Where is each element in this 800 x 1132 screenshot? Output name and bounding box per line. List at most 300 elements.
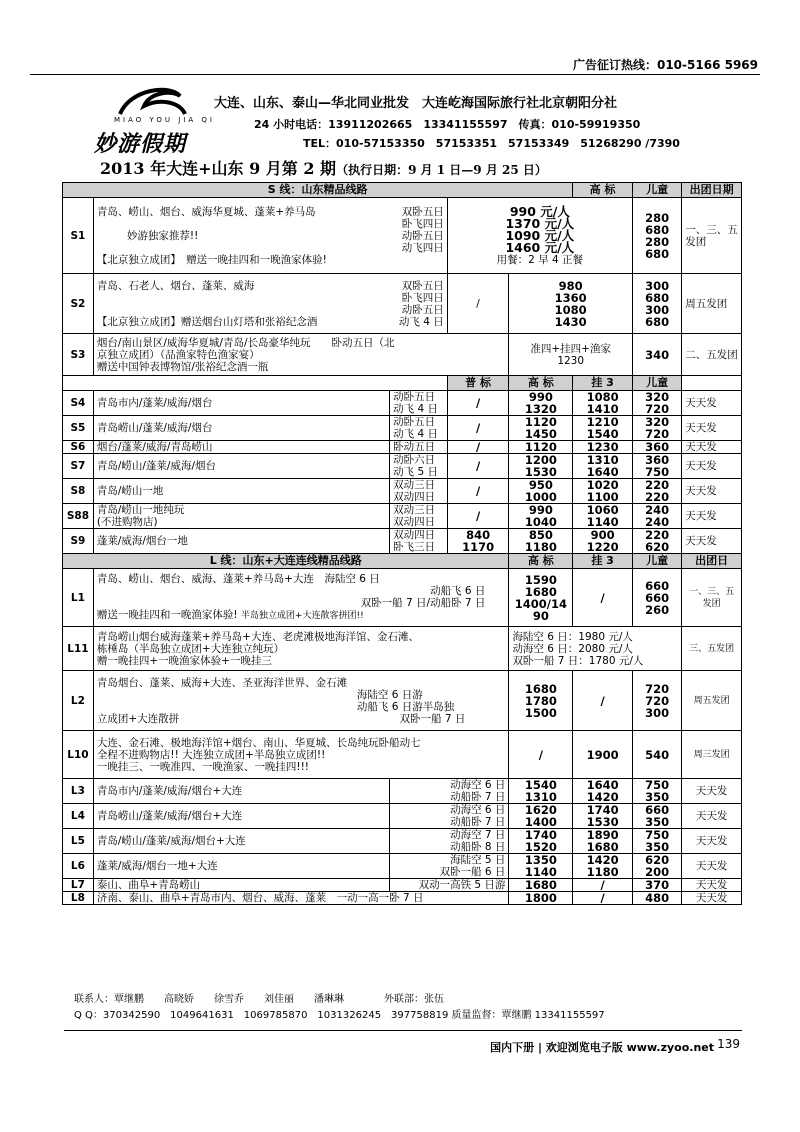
child-price <box>632 198 681 274</box>
depart-days: 天天发 <box>682 391 742 416</box>
transport-item: 动海空 6 日 <box>450 804 506 816</box>
route-text: 栋棰岛（半岛独立成团+大连独立纯玩） <box>96 642 285 655</box>
child-value: 620 <box>645 853 670 867</box>
route-row-l11 <box>63 627 742 671</box>
route-text: 烟台/南山景区/威海华夏城/青岛/长岛豪华纯玩 卧动五日（北 <box>96 336 395 349</box>
child-value: 260 <box>645 602 670 617</box>
child-value: 720 <box>645 693 670 708</box>
price: 1350 <box>524 853 557 867</box>
route-gift: 一晚挂三、一晚准四、一晚渔家、一晚挂四!!! <box>96 760 309 773</box>
child-value: 220 <box>645 490 670 504</box>
high-price: / <box>509 731 573 779</box>
price: 1180 <box>586 865 619 879</box>
high-price <box>509 391 573 416</box>
depart-days: 天天发 <box>682 829 742 854</box>
transport-item: 动卧五日 <box>393 391 436 403</box>
logo-subtitle: MIAO YOU JIA QI <box>114 116 215 124</box>
route-desc <box>93 198 447 274</box>
normal-price: / <box>447 391 509 416</box>
price: 1890 <box>586 828 619 842</box>
price: 1450 <box>524 427 557 441</box>
transport-item: 卧飞三日 <box>393 541 436 553</box>
price: 1370 元/人 <box>505 215 575 231</box>
route-desc <box>93 731 509 779</box>
route-gift: 赠送一晚挂四和一晚渔家体验! <box>96 609 238 621</box>
transport <box>390 529 448 554</box>
price: 1420 <box>586 853 619 867</box>
price: 1180 <box>524 540 557 554</box>
child-value: 300 <box>645 278 670 293</box>
route-text: 青岛烟台、蓬莱、威海+大连、圣亚海洋世界、金石滩 <box>96 676 348 689</box>
child-price <box>632 671 681 731</box>
route-id: L7 <box>63 879 94 892</box>
high-price <box>509 569 573 627</box>
footer-rule <box>64 1030 742 1031</box>
route-id: L8 <box>63 892 94 905</box>
ad-hotline: 广告征订热线：010-5166 5969 <box>572 58 758 72</box>
transport-item: 双动一高铁 5 日游 <box>418 879 506 891</box>
route-id: S7 <box>63 454 94 479</box>
route-id: L5 <box>63 829 94 854</box>
transport: 动船飞 6 日 <box>430 585 486 597</box>
col-gua3: 挂 3 <box>573 376 633 391</box>
price-cell <box>509 627 682 671</box>
price: 1460 元/人 <box>505 239 575 255</box>
gua3-price <box>573 416 633 441</box>
route-text <box>93 504 389 529</box>
child-value: 280 <box>645 234 670 249</box>
child-price <box>632 829 681 854</box>
col-high: 高 标 <box>509 554 573 569</box>
price-cell <box>509 334 632 376</box>
route-gift: 【北京独立成团】赠送烟台山灯塔和张裕纪念酒 <box>96 315 318 328</box>
price: 海陆空 6 日：1980 元/人 <box>512 630 633 643</box>
gua3-price: / <box>573 892 633 905</box>
route-id: L11 <box>63 627 94 671</box>
child-value: 240 <box>645 503 670 517</box>
price: 1680 <box>586 840 619 854</box>
transport-item: 双卧一船 6 日 <box>439 866 506 878</box>
child-value: 680 <box>645 290 670 305</box>
route-row-s6 <box>63 441 742 454</box>
phone-line: 24 小时电话：13911202665 13341155597 传真：010-59919350 <box>254 118 641 131</box>
route-text: 青岛/崂山/蓬莱/威海/烟台 <box>93 454 389 479</box>
child-value: 660 <box>645 803 670 817</box>
child-price <box>632 441 681 454</box>
s-sub-header <box>63 376 742 391</box>
price: 1420 <box>586 790 619 804</box>
depart-days: 天天发 <box>682 892 742 905</box>
normal-price: / <box>447 416 509 441</box>
price: 1540 <box>586 427 619 441</box>
transport-item: 动海空 7 日 <box>450 829 506 841</box>
transport-item: 双动四日 <box>393 529 436 541</box>
normal-price: / <box>447 441 509 454</box>
gua3-price: / <box>573 671 633 731</box>
price: 990 <box>528 503 553 517</box>
depart-days: 天天发 <box>682 441 742 454</box>
price: 1140 <box>524 865 557 879</box>
price: 850 <box>528 528 553 542</box>
issue-title <box>100 156 547 179</box>
transport-item: 海陆空 5 日 <box>450 854 506 866</box>
price-note: 准四+挂四+渔家 <box>530 342 611 355</box>
child-value: 660 <box>645 590 670 605</box>
child-value: 220 <box>645 528 670 542</box>
child-value: 660 <box>645 578 670 593</box>
route-text: 青岛市内/蓬莱/威海/烟台 <box>93 391 389 416</box>
price: 1430 <box>554 314 587 329</box>
route-gift: 赠一晚挂四+一晚渔家体验+一晚挂三 <box>96 654 272 667</box>
transport <box>390 879 509 892</box>
route-text: 蓬莱/威海/烟台一地+大连 <box>93 854 389 879</box>
price: 1500 <box>524 705 557 720</box>
transport-item: 动卧五日 <box>393 416 436 428</box>
footer-text: 国内下册 | 欢迎浏览电子版 www.zyoo.net <box>490 1041 714 1054</box>
col-normal: 普 标 <box>447 376 509 391</box>
child-value: 220 <box>645 478 670 492</box>
route-note: 半岛独立成团+大连散客拼团!! <box>240 611 364 621</box>
child-price: 340 <box>632 334 681 376</box>
col-high: 高 标 <box>509 376 573 391</box>
route-text: 京独立成团）（品渔家特色渔家宴） <box>96 348 260 361</box>
price: 双卧一船 7 日：1780 元/人 <box>512 654 644 667</box>
high-price <box>509 829 573 854</box>
transport-item: 动飞 5 日 <box>393 466 438 478</box>
route-id: L6 <box>63 854 94 879</box>
price: 1100 <box>586 490 619 504</box>
gua3-price <box>573 854 633 879</box>
child-price <box>632 529 681 554</box>
price: 1530 <box>524 465 557 479</box>
s-line-title: S 线：山东精品线路 <box>63 183 573 198</box>
transport: 双卧一船 7 日/动船卧 7 日 <box>360 597 486 609</box>
route-desc <box>93 569 509 627</box>
price: 1740 <box>524 828 557 842</box>
route-text: 青岛、崂山、烟台、威海华夏城、蓬莱+养马岛 <box>96 205 316 218</box>
price: 1080 <box>554 302 587 317</box>
col-date: 出团日 <box>682 554 742 569</box>
route-row-s88 <box>63 504 742 529</box>
price: 1310 <box>586 453 619 467</box>
transport-item: 双动四日 <box>393 491 436 503</box>
child-value: 350 <box>645 840 670 854</box>
contacts-qq: Q Q：370342590 1049641631 1069785870 1031326245 397758819 质量监督：覃继鹏 13341155597 <box>74 1010 605 1021</box>
route-id: L3 <box>63 779 94 804</box>
price: 1310 <box>524 790 557 804</box>
route-text: 青岛、崂山、烟台、威海、蓬莱+养马岛+大连 海陆空 6 日 <box>96 573 380 585</box>
route-row-l5 <box>63 829 742 854</box>
price: 1230 <box>557 354 585 367</box>
col-high: 高 标 <box>573 183 633 198</box>
transport-item: 动卧六日 <box>393 454 436 466</box>
route-id: L1 <box>63 569 94 627</box>
price: 1680 <box>524 584 557 599</box>
child-price <box>632 854 681 879</box>
route-desc <box>93 671 509 731</box>
transport-item: 动船卧 7 日 <box>450 791 506 803</box>
price: 1410 <box>586 402 619 416</box>
price: 980 <box>558 278 583 293</box>
transport <box>390 416 448 441</box>
route-row-s3 <box>63 334 742 376</box>
child-value: 360 <box>645 440 670 454</box>
price: 840 <box>466 528 491 542</box>
price: 990 <box>528 390 553 404</box>
route-row-l6 <box>63 854 742 879</box>
price: 90 <box>532 608 549 623</box>
col-child: 儿童 <box>632 183 681 198</box>
price: 1740 <box>586 803 619 817</box>
price: 1780 <box>524 693 557 708</box>
gua3-price <box>573 829 633 854</box>
child-price <box>632 416 681 441</box>
tagline: 大连、山东、泰山—华北同业批发 大连屹海国际旅行社北京朝阳分社 <box>214 96 618 111</box>
depart-days: 二、五发团 <box>682 334 742 376</box>
depart-days: 天天发 <box>682 416 742 441</box>
price-cell <box>509 274 632 334</box>
gua3-price <box>573 441 633 454</box>
child-price <box>632 391 681 416</box>
route-id: S4 <box>63 391 94 416</box>
route-gift: 赠送中国钟表博物馆/张裕纪念酒一瓶 <box>96 360 269 373</box>
high-price <box>509 804 573 829</box>
normal-price: / <box>447 504 509 529</box>
contacts-block <box>74 992 605 1024</box>
transport <box>390 504 448 529</box>
high-price: 1680 <box>509 879 573 892</box>
route-row-l2 <box>63 671 742 731</box>
high-price <box>509 854 573 879</box>
route-row-s9 <box>63 529 742 554</box>
route-desc <box>93 274 447 334</box>
issue-title-text: 2013 年大连+山东 9 月第 2 期 <box>100 159 337 178</box>
price: 1230 <box>586 440 619 454</box>
transport <box>390 479 448 504</box>
child-value: 200 <box>645 865 670 879</box>
col-gua3: 挂 3 <box>573 554 633 569</box>
gua3-price <box>573 804 633 829</box>
route-row-l3 <box>63 779 742 804</box>
transport: 动飞四日 <box>401 241 444 254</box>
child-value: 750 <box>645 778 670 792</box>
gua3-price <box>573 454 633 479</box>
child-value: 680 <box>645 246 670 261</box>
route-gift: 【北京独立成团】 赠送一晚挂四和一晚渔家体验! <box>96 253 327 266</box>
gua3-price: 1900 <box>573 731 633 779</box>
price-table <box>62 182 742 905</box>
child-price <box>632 479 681 504</box>
route-row-s7 <box>63 454 742 479</box>
child-value: 300 <box>645 705 670 720</box>
route-row-s1 <box>63 198 742 274</box>
high-price <box>509 441 573 454</box>
route-id: S3 <box>63 334 94 376</box>
normal-price: / <box>447 454 509 479</box>
price: 900 <box>590 528 615 542</box>
route-id: L10 <box>63 731 94 779</box>
col-child: 儿童 <box>632 554 681 569</box>
price: 1360 <box>554 290 587 305</box>
price: 1020 <box>586 478 619 492</box>
gua3-price <box>573 479 633 504</box>
logo-title: 妙游假期 <box>94 132 187 157</box>
route-text: 济南、泰山、曲阜+青岛市内、烟台、威海、蓬莱 一动一高一卧 7 日 <box>93 892 509 905</box>
route-id: S1 <box>63 198 94 274</box>
transport <box>390 804 509 829</box>
depart-days: 周五发团 <box>682 274 742 334</box>
price: 1120 <box>524 440 557 454</box>
price: 1000 <box>524 490 557 504</box>
child-value: 720 <box>645 681 670 696</box>
route-row-l8 <box>63 892 742 905</box>
gua3-price <box>573 779 633 804</box>
transport: 双卧五日 <box>401 279 444 292</box>
transport: 动船飞 6 日游半岛独 <box>356 700 455 713</box>
transport: 双卧五日 <box>401 205 444 218</box>
route-desc <box>93 627 509 671</box>
price: 1060 <box>586 503 619 517</box>
route-id: S5 <box>63 416 94 441</box>
route-desc <box>93 334 509 376</box>
meal-note: 用餐：2 早 4 正餐 <box>496 253 583 266</box>
transport-item: 双动三日 <box>393 504 436 516</box>
child-price <box>632 504 681 529</box>
price: 动海空 6 日：2080 元/人 <box>512 642 633 655</box>
transport <box>390 829 509 854</box>
route-id: S6 <box>63 441 94 454</box>
route-text: 立成团+大连散拼 <box>96 712 180 725</box>
transport: 卧飞四日 <box>401 291 444 304</box>
transport-item: 动海空 6 日 <box>450 779 506 791</box>
route-id: S2 <box>63 274 94 334</box>
price: 990 元/人 <box>509 203 570 219</box>
route-text: 青岛/崂山/蓬莱/威海/烟台+大连 <box>93 829 389 854</box>
child-price <box>632 274 681 334</box>
gua3-price: / <box>573 879 633 892</box>
route-id: L2 <box>63 671 94 731</box>
contacts-names: 联系人：覃继鹏 高晓娇 徐雪乔 刘佳丽 潘琳琳 外联部：张伍 <box>74 994 444 1005</box>
price: 1090 元/人 <box>505 227 575 243</box>
child-value: 680 <box>645 222 670 237</box>
route-id: S88 <box>63 504 94 529</box>
high-price <box>509 779 573 804</box>
route-id: S8 <box>63 479 94 504</box>
top-rule <box>30 74 760 75</box>
child-value: 720 <box>645 402 670 416</box>
transport-item: 双动三日 <box>393 479 436 491</box>
transport: 海陆空 6 日游 <box>356 688 423 701</box>
transport-item: 动船卧 7 日 <box>450 816 506 828</box>
route-text: 青岛崂山/蓬莱/威海/烟台 <box>93 416 389 441</box>
child-value: 680 <box>645 314 670 329</box>
transport-item: 动飞 4 日 <box>393 428 438 440</box>
depart-days: 天天发 <box>682 529 742 554</box>
l-line-header <box>63 554 742 569</box>
child-value: 360 <box>645 453 670 467</box>
price: 1320 <box>524 402 557 416</box>
child-value: 240 <box>645 515 670 529</box>
page-number: 139 <box>717 1037 740 1051</box>
transport-item: 动船卧 8 日 <box>450 841 506 853</box>
price: 1530 <box>586 815 619 829</box>
transport: 双卧一船 7 日 <box>399 712 466 725</box>
high-price <box>509 504 573 529</box>
child-price <box>632 569 681 627</box>
route-text: 泰山、曲阜+青岛崂山 <box>93 879 389 892</box>
route-line: (不进购物店) <box>96 516 158 528</box>
phone-line-2: TEL：010-57153350 57153351 57153349 51268290 /7390 <box>303 137 680 150</box>
price: 1620 <box>524 803 557 817</box>
route-line: 青岛/崂山一地纯玩 <box>96 504 185 516</box>
route-row-s5 <box>63 416 742 441</box>
price: 1680 <box>524 681 557 696</box>
child-value: 350 <box>645 790 670 804</box>
child-value: 750 <box>645 465 670 479</box>
price: 1080 <box>586 390 619 404</box>
high-price: 1800 <box>509 892 573 905</box>
transport <box>390 441 448 454</box>
transport <box>390 779 509 804</box>
high-price <box>509 529 573 554</box>
child-value: 280 <box>645 210 670 225</box>
route-text: 全程不进购物店!! 大连独立成团+半岛独立成团!! <box>96 748 326 761</box>
route-text: 青岛崂山烟台威海蓬莱+养马岛+大连、老虎滩极地海洋馆、金石滩、 <box>96 630 419 643</box>
l-line-title: L 线：山东+大连连线精品线路 <box>63 554 509 569</box>
col-date: 出团日期 <box>682 183 742 198</box>
issue-dates: （执行日期：9 月 1 日—9 月 25 日） <box>336 163 547 177</box>
route-row-l7 <box>63 879 742 892</box>
price: 950 <box>528 478 553 492</box>
child-value: 620 <box>645 540 670 554</box>
transport: 动卧五日 <box>401 229 444 242</box>
route-row-l1 <box>63 569 742 627</box>
child-price: 480 <box>632 892 681 905</box>
price: 1640 <box>586 465 619 479</box>
depart-days: 天天发 <box>682 804 742 829</box>
child-price <box>632 804 681 829</box>
price: 1400 <box>524 815 557 829</box>
price: 1040 <box>524 515 557 529</box>
price: 1140 <box>586 515 619 529</box>
route-text: 青岛、石老人、烟台、蓬莱、威海 <box>96 279 255 292</box>
route-row-l10 <box>63 731 742 779</box>
high-price <box>509 416 573 441</box>
route-row-s4 <box>63 391 742 416</box>
route-text: 蓬莱/威海/烟台一地 <box>93 529 389 554</box>
route-id: S9 <box>63 529 94 554</box>
route-text: 大连、金石滩、极地海洋馆+烟台、南山、华夏城、长岛纯玩卧船动七 <box>96 736 421 749</box>
child-price <box>632 454 681 479</box>
depart-days: 天天发 <box>682 879 742 892</box>
transport: 动飞 4 日 <box>398 315 444 328</box>
normal-price: / <box>447 479 509 504</box>
price: 1640 <box>586 778 619 792</box>
route-text: 烟台/蓬莱/威海/青岛崂山 <box>93 441 389 454</box>
depart-days: 天天发 <box>682 504 742 529</box>
route-row-s8 <box>63 479 742 504</box>
route-text: 青岛/崂山一地 <box>93 479 389 504</box>
child-price: 370 <box>632 879 681 892</box>
route-text: 青岛市内/蓬莱/威海/烟台+大连 <box>93 779 389 804</box>
depart-days: 天天发 <box>682 779 742 804</box>
price: 1210 <box>586 415 619 429</box>
high-price <box>509 454 573 479</box>
gua3-price <box>573 391 633 416</box>
normal-price <box>447 529 509 554</box>
transport-item: 卧动五日 <box>393 441 436 453</box>
transport-item: 动飞 4 日 <box>393 403 438 415</box>
